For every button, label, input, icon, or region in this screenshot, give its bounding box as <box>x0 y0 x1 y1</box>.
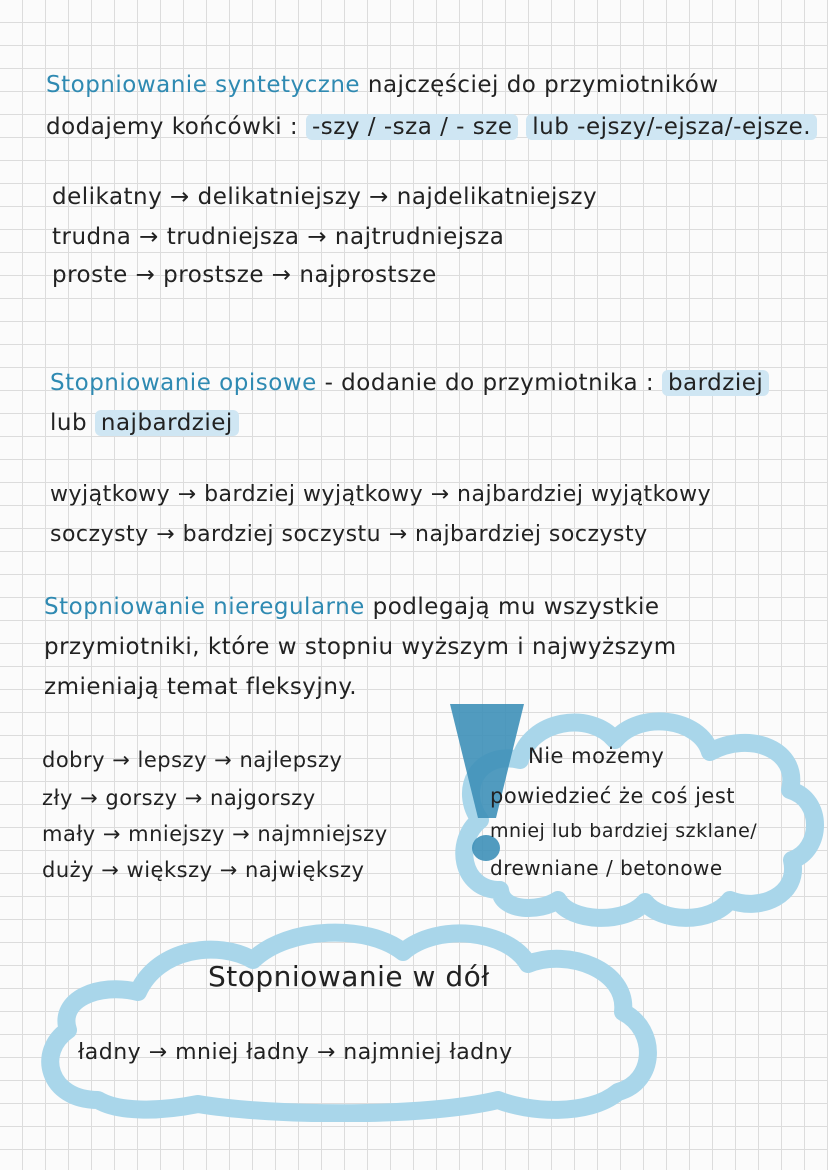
section2-title: Stopniowanie opisowe <box>50 370 317 396</box>
section3-title: Stopniowanie nieregularne <box>44 594 365 620</box>
exclamation-icon <box>444 698 530 868</box>
section1-line1-rest: najczęściej do przymiotników <box>367 72 719 98</box>
note-line-4: drewniane / betonowe <box>490 856 723 880</box>
section3-example-3: mały → mniejszy → najmniejszy <box>42 822 388 846</box>
section1-line2 <box>46 114 817 140</box>
section1-endings-or: lub -ejszy/-ejsza/-ejsze. <box>526 114 817 140</box>
section2-line2 <box>50 410 239 436</box>
note-line-2: powiedzieć że coś jest <box>490 784 735 808</box>
note-line-3: mniej lub bardziej szklane/ <box>490 820 758 842</box>
note-line-1: Nie możemy <box>528 744 665 768</box>
section3-line3: zmieniają temat fleksyjny. <box>44 674 358 700</box>
section1-endings: -szy / -sza / - sze <box>306 114 518 140</box>
section4-title: Stopniowanie w dół <box>208 960 490 993</box>
section3-example-4: duży → większy → największy <box>42 858 365 882</box>
section3-line2: przymiotniki, które w stopniu wyższym i najwyższym <box>44 634 677 660</box>
section1-title: Stopniowanie syntetyczne <box>46 72 361 98</box>
section2-or: lub <box>50 410 88 436</box>
section1-example-2: trudna → trudniejsza → najtrudniejsza <box>52 224 505 250</box>
bottom-cloud-icon <box>28 912 668 1122</box>
section1-line2-start: dodajemy końcówki : <box>46 114 299 140</box>
section3-example-2: zły → gorszy → najgorszy <box>42 786 316 810</box>
section2-example-2: soczysty → bardziej soczystu → najbardziej soczysty <box>50 522 648 547</box>
section2-rest: - dodanie do przymiotnika : <box>324 370 655 396</box>
section3-line1 <box>44 594 660 620</box>
section3-line1-rest: podlegają mu wszystkie <box>372 594 660 620</box>
section2-example-1: wyjątkowy → bardziej wyjątkowy → najbardziej wyjątkowy <box>50 482 712 507</box>
section3-example-1: dobry → lepszy → najlepszy <box>42 748 343 772</box>
section1-line1 <box>46 72 719 98</box>
section2-word1: bardziej <box>662 370 769 396</box>
section1-example-1: delikatny → delikatniejszy → najdelikatniejszy <box>52 184 598 210</box>
section2-word2: najbardziej <box>95 410 239 436</box>
section1-example-3: proste → prostsze → najprostsze <box>52 262 437 288</box>
section4-example: ładny → mniej ładny → najmniej ładny <box>78 1040 513 1065</box>
section2-line1 <box>50 370 769 396</box>
